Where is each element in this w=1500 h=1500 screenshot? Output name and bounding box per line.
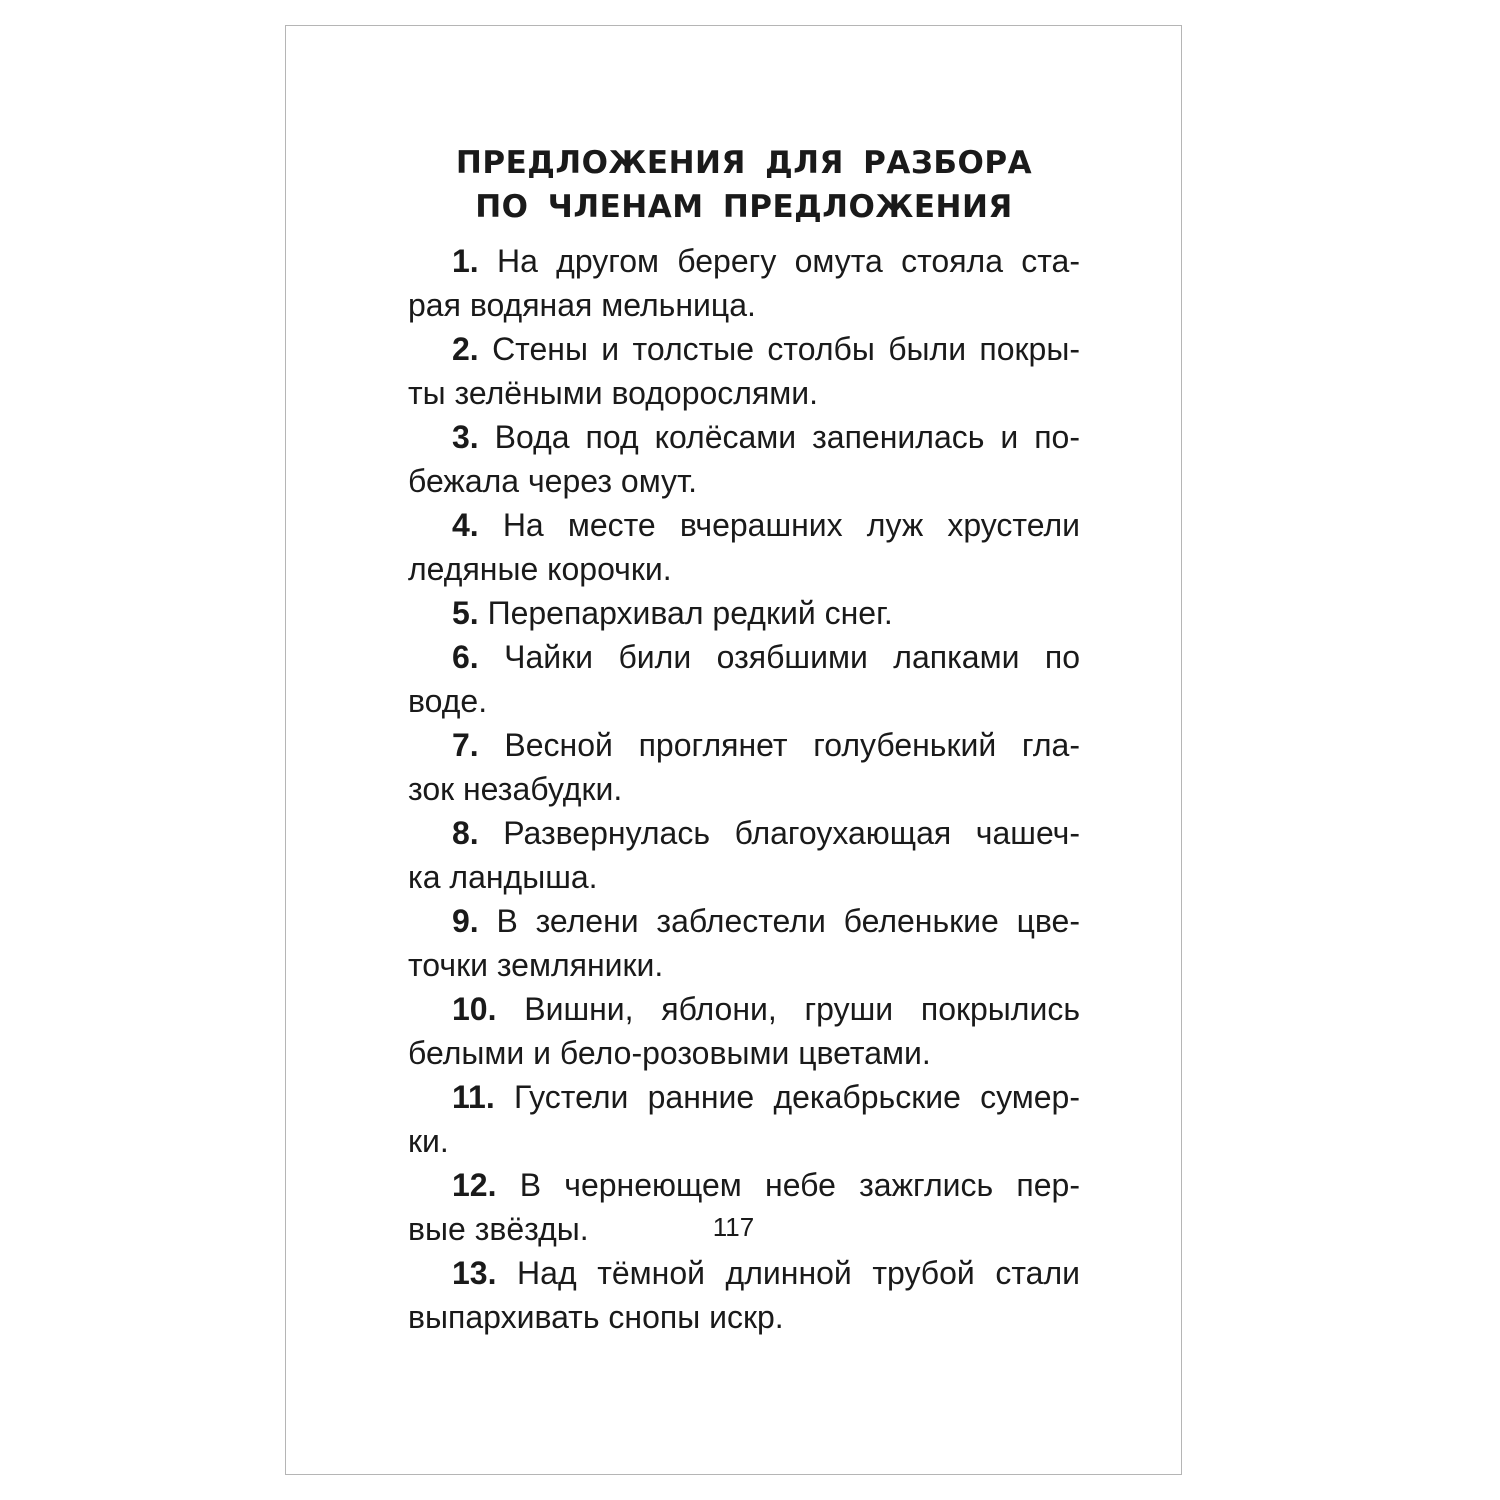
sentence-number: 6. xyxy=(452,639,479,675)
sentence-7 xyxy=(408,723,1080,811)
sentence-line: ка ландыша. xyxy=(408,859,598,895)
sentence-number: 5. xyxy=(452,595,479,631)
sentence-number: 2. xyxy=(452,331,479,367)
sentence-number: 10. xyxy=(452,991,497,1027)
page-title xyxy=(408,141,1080,229)
sentence-line xyxy=(408,1075,1080,1119)
sentence-line xyxy=(408,1163,1080,1207)
sentence-number: 13. xyxy=(452,1255,497,1291)
sentence-number: 11. xyxy=(452,1079,495,1115)
sentence-number: 8. xyxy=(452,815,479,851)
sentence-text: Весной проглянет голубенький гла- xyxy=(504,727,1081,763)
sentence-1 xyxy=(408,239,1080,327)
title-line-1: ПРЕДЛОЖЕНИЯ ДЛЯ РАЗБОРА xyxy=(455,145,1033,181)
page-number: 117 xyxy=(712,1212,755,1242)
sentence-text: В зелени заблестели беленькие цве- xyxy=(496,903,1081,939)
sentence-13 xyxy=(408,1251,1080,1339)
sentence-2 xyxy=(408,327,1080,415)
sentence-3 xyxy=(408,415,1080,503)
sentence-text: Стены и толстые столбы были покры- xyxy=(492,331,1081,367)
sentence-text: Над тёмной длинной трубой стали xyxy=(517,1255,1080,1291)
sentence-line: ты зелёными водорослями. xyxy=(408,375,819,411)
sentence-text: В чернеющем небе зажглись пер- xyxy=(519,1167,1081,1203)
sentence-10 xyxy=(408,987,1080,1075)
sentence-line: зок незабудки. xyxy=(408,771,623,807)
sentence-9 xyxy=(408,899,1080,987)
sentence-text: Чайки били озябшими лапками по xyxy=(504,639,1081,675)
sentence-text: На другом берегу омута стояла ста- xyxy=(496,243,1081,279)
sentence-line xyxy=(408,635,1080,679)
sentence-line xyxy=(408,1251,1080,1295)
sentence-text: Развернулась благоухающая чашеч- xyxy=(503,815,1081,851)
book-page xyxy=(285,25,1182,1475)
sentence-line: ки. xyxy=(408,1123,449,1159)
sentence-text: Вишни, яблони, груши покрылись xyxy=(524,991,1081,1027)
sentence-line xyxy=(408,899,1080,943)
sentence-line xyxy=(408,239,1080,283)
sentence-number: 12. xyxy=(452,1167,497,1203)
sentence-line xyxy=(408,811,1080,855)
sentence-text: Вода под колёсами запенилась и по- xyxy=(494,419,1081,455)
sentence-line: выпархивать снопы искр. xyxy=(408,1299,784,1335)
sentence-line: точки земляники. xyxy=(408,947,664,983)
sentence-text: Густели ранние декабрьские сумер- xyxy=(513,1079,1080,1115)
sentence-line xyxy=(408,591,1080,635)
sentence-4 xyxy=(408,503,1080,591)
sentence-6 xyxy=(408,635,1080,723)
sentence-line xyxy=(408,987,1080,1031)
title-line-2: ПО ЧЛЕНАМ ПРЕДЛОЖЕНИЯ xyxy=(475,189,1013,225)
sentence-number: 3. xyxy=(452,419,479,455)
sentence-line: бежала через омут. xyxy=(408,463,698,499)
sentence-line xyxy=(408,723,1080,767)
sentence-line xyxy=(408,503,1080,547)
sentence-5 xyxy=(408,591,1080,635)
sentence-line: вые звёзды. xyxy=(408,1211,589,1247)
sentence-8 xyxy=(408,811,1080,899)
sentence-number: 1. xyxy=(452,243,479,279)
sentence-line xyxy=(408,415,1080,459)
sentence-11 xyxy=(408,1075,1080,1163)
sentence-number: 9. xyxy=(452,903,479,939)
sentence-text: На месте вчерашних луж хрустели xyxy=(502,507,1081,543)
sentence-line xyxy=(408,327,1080,371)
sentence-line: ледяные корочки. xyxy=(408,551,672,587)
sentence-text: Перепархивал редкий снег. xyxy=(487,595,893,631)
page-content xyxy=(408,141,1080,1339)
sentence-line: воде. xyxy=(408,683,488,719)
sentence-line: белыми и бело-розовыми цветами. xyxy=(408,1035,931,1071)
sentence-line: рая водяная мельница. xyxy=(408,287,756,323)
sentence-number: 7. xyxy=(452,727,479,763)
sentence-number: 4. xyxy=(452,507,479,543)
